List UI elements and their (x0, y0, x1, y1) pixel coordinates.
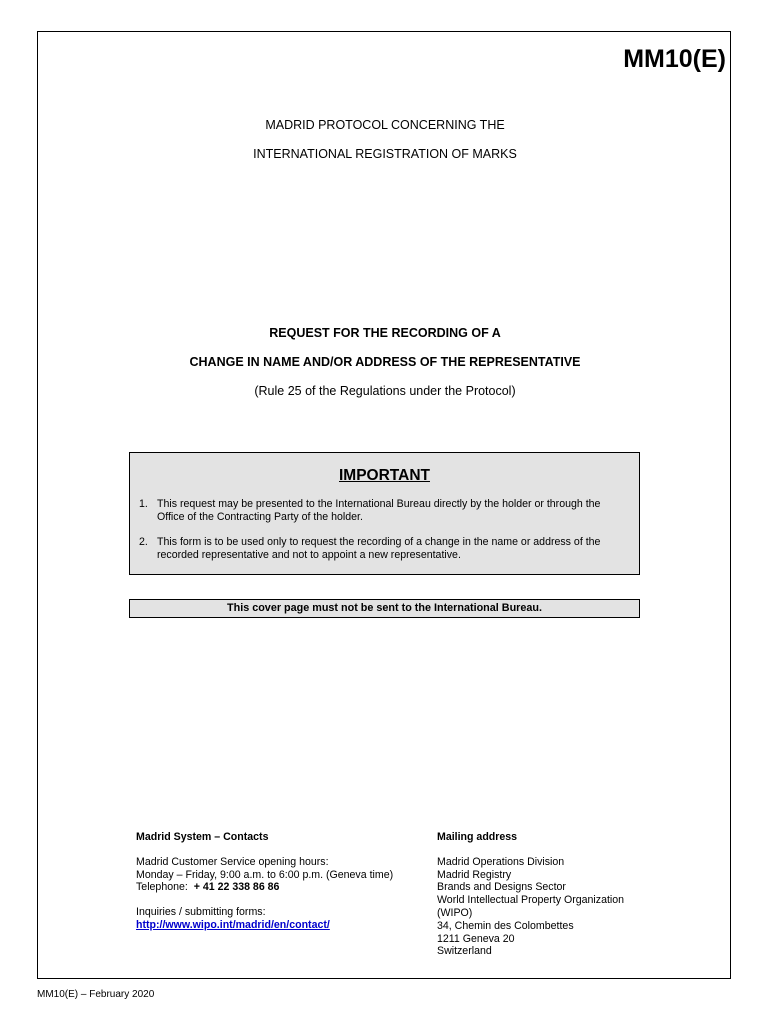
important-item (139, 536, 629, 562)
address-line: World Intellectual Property Organization (437, 894, 625, 907)
request-title-line1: REQUEST FOR THE RECORDING OF A (269, 326, 501, 340)
cover-page-notice: This cover page must not be sent to the International Bureau. (129, 599, 640, 618)
telephone-label: Telephone: (136, 881, 188, 894)
form-code: MM10(E) (623, 45, 726, 73)
address-line: Madrid Registry (437, 868, 512, 881)
important-item (139, 498, 629, 524)
hours-text: Monday – Friday, 9:00 a.m. to 6:00 p.m. (Geneva time) (136, 868, 394, 881)
contacts-heading: Madrid System – Contacts (136, 831, 269, 843)
address-line: Madrid Operations Division (437, 855, 565, 868)
item-number: 1. (139, 498, 148, 510)
item-text: This form is to be used only to request the recording of a change in the name or address of the recorded representative and not to appoint a new representative. (157, 536, 601, 561)
telephone-line (136, 881, 393, 894)
address-line: (WIPO) (437, 906, 473, 919)
request-title-line2: CHANGE IN NAME AND/OR ADDRESS OF THE REPRESENTATIVE (189, 355, 581, 369)
item-text: This request may be presented to the International Bureau directly by the holder or through the Office of the Contracting Party of the holder. (157, 498, 601, 523)
important-box (129, 452, 640, 575)
protocol-title-line2: INTERNATIONAL REGISTRATION OF MARKS (253, 147, 517, 161)
inquiries-label: Inquiries / submitting forms: (136, 906, 266, 919)
address-line: 1211 Geneva 20 (437, 932, 515, 945)
telephone-number: + 41 22 338 86 86 (193, 881, 280, 894)
mailing-heading: Mailing address (437, 831, 518, 843)
mailing-section (437, 831, 624, 958)
item-number: 2. (139, 536, 148, 548)
footer-form-version: MM10(E) – February 2020 (37, 989, 155, 1000)
important-heading: IMPORTANT (339, 467, 430, 484)
hours-label: Madrid Customer Service opening hours: (136, 855, 329, 868)
address-line: Switzerland (437, 945, 492, 958)
address-line: 34, Chemin des Colombettes (437, 919, 574, 932)
address-line: Brands and Designs Sector (437, 881, 566, 894)
rule-reference: (Rule 25 of the Regulations under the Protocol) (254, 384, 516, 398)
contact-link[interactable]: http://www.wipo.int/madrid/en/contact/ (136, 918, 330, 931)
contacts-section (136, 831, 393, 932)
protocol-title-line1: MADRID PROTOCOL CONCERNING THE (265, 118, 505, 132)
